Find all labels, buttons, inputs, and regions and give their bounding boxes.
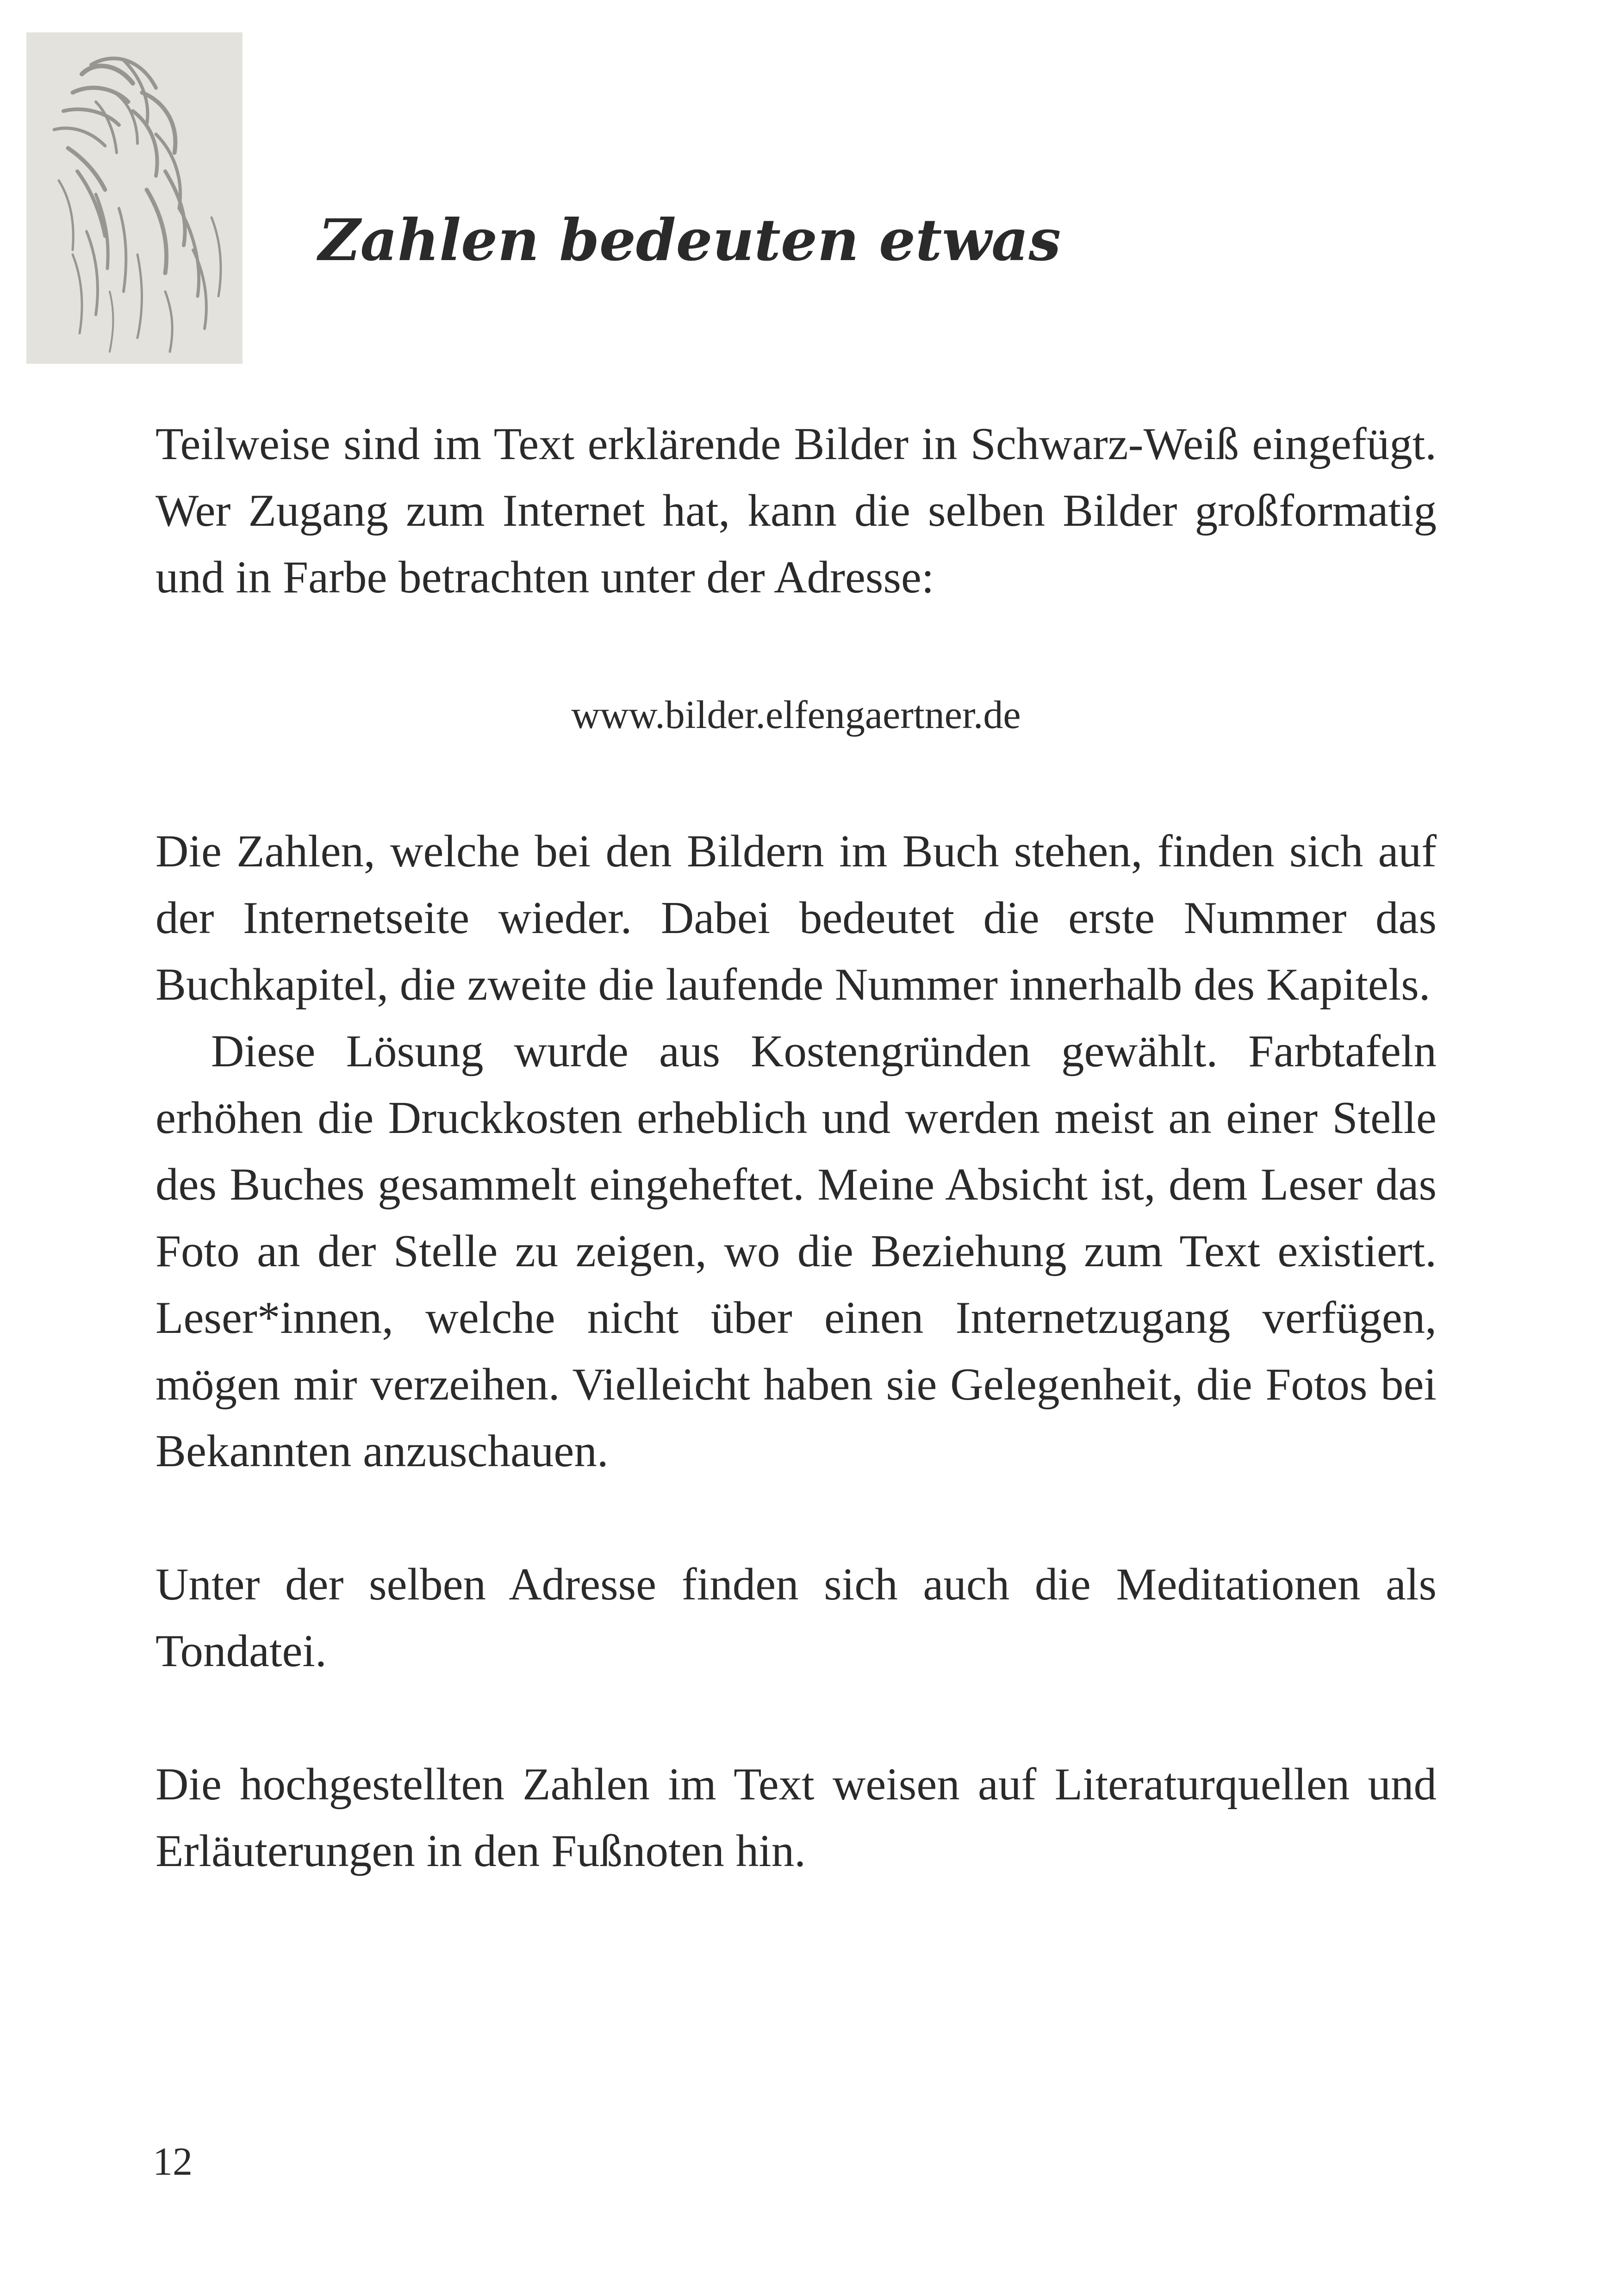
paragraph-gap — [156, 1685, 1437, 1751]
paragraph-meditations: Unter der selben Adresse finden sich auch die Meditationen als Tondatei. — [156, 1559, 1437, 1676]
brush-strokes-icon — [26, 32, 243, 364]
body-text — [156, 411, 1437, 1885]
paragraph-intro: Teilweise sind im Text erklärende Bilder in Schwarz-Weiß eingefügt. Wer Zugang zum Internet hat, kann die selben Bilder großformatig und in Farbe betrachten unter der Adresse: — [156, 419, 1437, 603]
paragraph-footnotes: Die hochgestellten Zahlen im Text weisen auf Literaturquellen und Erläuterungen in den Fußnoten hin. — [156, 1759, 1437, 1876]
paragraph-cost-reasons: Diese Lösung wurde aus Kostengründen gewählt. Farbtafeln erhöhen die Druckkosten erheblich und werden meist an einer Stelle des Buches gesammelt eingeheftet. Meine Absicht ist, dem Leser das Foto an der Stelle zu zeigen, wo die Beziehung zum Text existiert. Leser*innen, welche nicht über einen Internetzugang verfügen, mögen mir verzeihen. Vielleicht haben sie Gelegenheit, die Fotos bei Bekannten anzuschauen. — [156, 1026, 1437, 1476]
page-number: 12 — [153, 2139, 193, 2184]
paragraph-gap — [156, 1485, 1437, 1551]
paragraph-numbers: Die Zahlen, welche bei den Bildern im Buch stehen, finden sich auf der Internetseite wieder. Dabei bedeutet die erste Nummer das Buchkapitel, die zweite die laufende Nummer innerhalb des Kapitels. — [156, 826, 1437, 1010]
feather-brush-illustration — [26, 32, 243, 364]
website-url: www.bilder.elfengaertner.de — [571, 692, 1021, 737]
page-title: Zahlen bedeuten etwas — [318, 207, 1061, 274]
